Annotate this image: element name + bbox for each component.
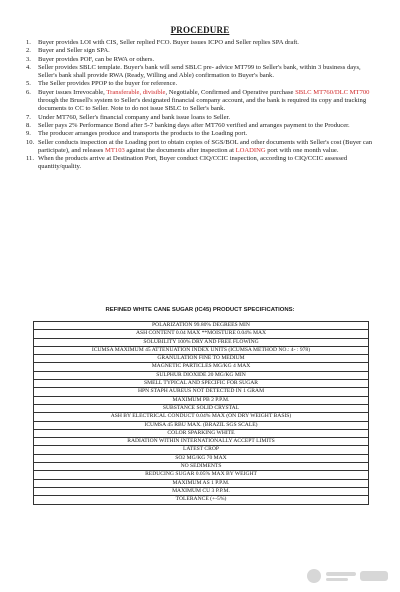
spec-row <box>34 371 369 379</box>
step-number: 6. <box>26 88 31 96</box>
spec-row <box>34 438 369 446</box>
spec-row <box>34 413 369 421</box>
spec-cell: MAGNETIC PARTICLES MG/KG 4 MAX <box>34 363 369 371</box>
spec-cell: COLOR SPARKING WHITE <box>34 429 369 437</box>
spec-cell: ICUMSA MAXIMUM 45 ATTENUATION INDEX UNITS (ICUMSA METHOD NO.: 4- : 978) <box>34 346 369 354</box>
step-highlight-text: MT103 <box>105 146 125 154</box>
procedure-step <box>26 130 376 138</box>
spec-cell: SMELL TYPICAL AND SPECIFIC FOR SUGAR <box>34 380 369 388</box>
procedure-step <box>26 56 376 64</box>
spec-row <box>34 396 369 404</box>
spec-cell: ASH BY ELECTRICAL CONDUCT 0.04% MAX (ON DRY WEIGHT BASIS) <box>34 413 369 421</box>
spec-row <box>34 322 369 330</box>
step-text: Seller pays 2% Performance Bond after 5-7 banking days after MT760 verified and arranges payment to the Producer. <box>38 121 350 129</box>
procedure-step <box>26 47 376 55</box>
step-number: 4. <box>26 63 31 71</box>
step-text: port with one month value. <box>265 146 339 154</box>
spec-row <box>34 463 369 471</box>
step-number: 10. <box>26 138 35 146</box>
spec-row <box>34 496 369 504</box>
spec-cell: NO SEDIMENTS <box>34 463 369 471</box>
spec-cell: POLARIZATION 99.80% DEGREES MIN <box>34 322 369 330</box>
procedure-step <box>26 80 376 88</box>
step-text: against the documents after inspection at <box>124 146 236 154</box>
specifications-table <box>33 321 369 505</box>
step-text: , Negotiable, Confirmed and Operative purchase <box>165 88 296 96</box>
step-text: Buyer provides POF, can be RWA or others. <box>38 55 155 63</box>
procedure-steps-list <box>26 39 376 172</box>
step-number: 9. <box>26 130 31 138</box>
spec-cell: ICUMSA 45 RBU MAX. (BRAZIL SGS SCALE) <box>34 421 369 429</box>
step-text: Buyer and Seller sign SPA. <box>38 47 110 55</box>
spec-row <box>34 330 369 338</box>
step-number: 8. <box>26 121 31 129</box>
procedure-step <box>26 39 376 47</box>
spec-cell: RADIATION WITHIN INTERNATIONALLY ACCEPT LIMITS <box>34 438 369 446</box>
step-number: 2. <box>26 47 31 55</box>
procedure-step <box>26 64 376 81</box>
spec-cell: SO2 MG/KG 70 MAX <box>34 454 369 462</box>
procedure-step <box>26 114 376 122</box>
step-text: Seller conducts inspection at the Loading port to obtain copies of SGS/BOL and other documents with Seller's cost (Buyer can participate), and releases <box>38 138 373 154</box>
step-highlight-text: Transferable, divisible <box>106 88 166 96</box>
spec-cell: SULPHUR DIOXIDE 20 MG/KG MIN <box>34 371 369 379</box>
spec-row <box>34 454 369 462</box>
spec-row <box>34 346 369 354</box>
spec-cell: ASH CONTENT 0.04 MAX **MOISTURE 0.04% MAX <box>34 330 369 338</box>
spec-cell: REDUCING SUGAR 0.05% MAX BY WEIGHT <box>34 471 369 479</box>
step-text: Buyer provides LOI with CIS, Seller replied FCO. Buyer issues ICPO and Seller replies SPA draft. <box>38 39 299 46</box>
spec-row <box>34 487 369 495</box>
step-number: 3. <box>26 55 31 63</box>
spec-row <box>34 429 369 437</box>
spec-cell: MAXIMUM CU 3 P.P.M. <box>34 487 369 495</box>
spec-row <box>34 380 369 388</box>
step-text: Seller provides SBLC template. Buyer's bank will send SBLC pre- advice MT799 to Seller's bank, within 3 business days, Seller's bank shall provide RWA (Ready, Willing and Able) confirmation to Buyer's bank. <box>38 63 361 80</box>
procedure-step <box>26 89 376 114</box>
spec-cell: SOLUBILITY 100% DRY AND FREE FLOWING <box>34 338 369 346</box>
procedure-step <box>26 139 376 156</box>
spec-cell: MAXIMUM AS 1 P.P.M. <box>34 479 369 487</box>
spec-cell: SUBSTANCE SOLID CRYSTAL <box>34 404 369 412</box>
step-text: When the products arrive at Destination Port, Buyer conduct CIQ/CCIC inspection, according to CIQ/CCIC assessed quantity/quality. <box>38 155 348 171</box>
spec-row <box>34 471 369 479</box>
spec-cell: TOLERANCE (+-5%) <box>34 496 369 504</box>
spec-cell: MAXIMUM PB 2 P.P.M. <box>34 396 369 404</box>
step-number: 5. <box>26 80 31 88</box>
procedure-step <box>26 122 376 130</box>
spec-row <box>34 355 369 363</box>
step-text: The producer arranges produce and transports the products to the Loading port. <box>38 130 248 138</box>
step-text: Buyer issues Irrevocable, <box>38 88 107 96</box>
step-text: The Seller provides PPOP to the buyer for reference. <box>38 80 178 88</box>
step-highlight-text: LOADING <box>235 146 266 154</box>
spec-row <box>34 388 369 396</box>
spec-row <box>34 446 369 454</box>
step-number: 7. <box>26 113 31 121</box>
step-number: 1. <box>26 39 31 46</box>
spec-row <box>34 421 369 429</box>
spec-row <box>34 363 369 371</box>
spec-row <box>34 479 369 487</box>
specifications-title: REFINED WHITE CANE SUGAR (IC45) PRODUCT SPECIFICATIONS: <box>105 307 295 313</box>
procedure-title: PROCEDURE <box>170 25 230 35</box>
procedure-step <box>26 155 376 172</box>
spec-row <box>34 404 369 412</box>
step-text: through the Brusell's system to Seller's designated financial company account, and the bank is required its copy and tracking documents to CC to Seller. Note to do not issue SBLC to Seller's bank. <box>38 97 367 113</box>
step-number: 11. <box>26 155 34 163</box>
spec-cell: GRANULATION FINE TO MEDIUM <box>34 355 369 363</box>
spec-cell: HPN STAPH AUREUS NOT DETECTED IN 1 GRAM <box>34 388 369 396</box>
site-watermark-logo <box>304 566 394 586</box>
spec-row <box>34 338 369 346</box>
step-text: Under MT760, Seller's financial company and bank issue loans to Seller. <box>38 113 230 121</box>
spec-cell: LATEST CROP <box>34 446 369 454</box>
step-highlight-text: SBLC MT760/DLC MT700 <box>295 88 370 96</box>
